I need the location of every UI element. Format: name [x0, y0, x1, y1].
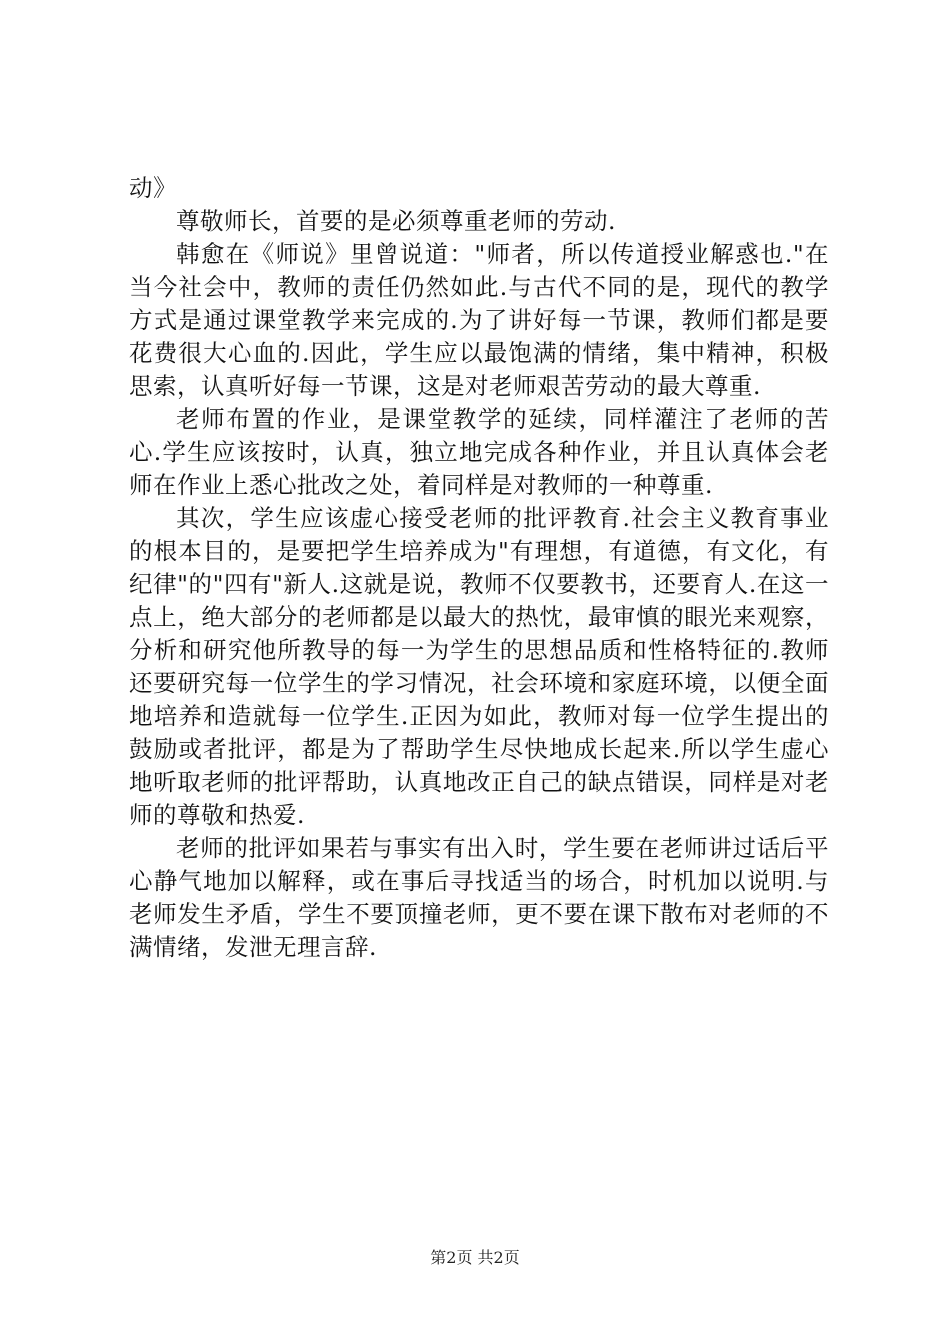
paragraph-respect-labor: 尊敬师长，首要的是必须尊重老师的劳动. — [176, 207, 616, 235]
paragraph-explain-calmly: 老师的批评如果若与事实有出入时，学生要在老师讲过话后平心静气地加以解释，或在事后寻找适当的场合，时机加以说明.与老师发生矛盾，学生不要顶撞老师，更不要在课下散布对老师的不满情绪，发泄无理言辞. — [129, 834, 829, 961]
document-body — [129, 172, 829, 964]
paragraph-homework: 老师布置的作业，是课堂教学的延续，同样灌注了老师的苦心.学生应该按时，认真，独立地完成各种作业，并且认真体会老师在作业上悉心批改之处，着同样是对教师的一种尊重. — [129, 405, 829, 499]
page-footer: 第2页 共2页 — [430, 1248, 520, 1267]
paragraph-continuation: 动》 — [129, 174, 177, 202]
paragraph-accept-criticism: 其次，学生应该虚心接受老师的批评教育.社会主义教育事业的根本目的，是要把学生培养成为"有理想，有道德，有文化，有纪律"的"四有"新人.这就是说，教师不仅要教书，还要育人.在这一点上，绝大部分的老师都是以最大的热忱，最审慎的眼光来观察，分析和研究他所教导的每一为学生的思想品质和性格特征的.教师还要研究每一位学生的学习情况，社会环境和家庭环境，以便全面地培养和造就每一位学生.正因为如此，教师对每一位学生提出的鼓励或者批评，都是为了帮助学生尽快地成长起来.所以学生虚心地听取老师的批评帮助，认真地改正自己的缺点错误，同样是对老师的尊敬和热爱. — [129, 504, 829, 829]
paragraph-han-yu-quote: 韩愈在《师说》里曾说道："师者，所以传道授业解惑也."在当今社会中，教师的责任仍然如此.与古代不同的是，现代的教学方式是通过课堂教学来完成的.为了讲好每一节课，教师们都是要花费很大心血的.因此，学生应以最饱满的情绪，集中精神，积极思索，认真听好每一节课，这是对老师艰苦劳动的最大尊重. — [129, 240, 829, 400]
